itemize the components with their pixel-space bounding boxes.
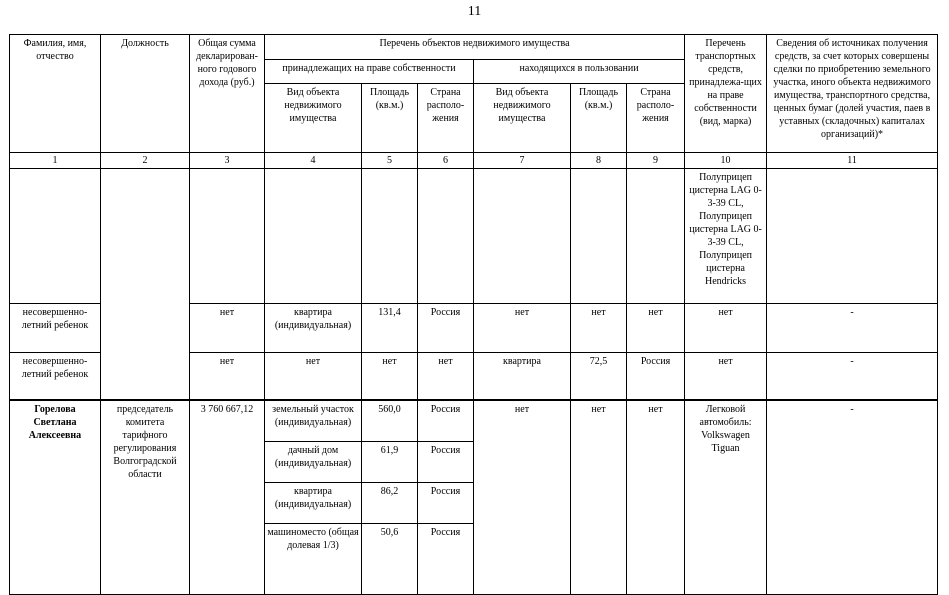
cell-income: нет	[190, 353, 265, 401]
cell-own-type: квартира (индивидуальная)	[265, 483, 362, 524]
cell-position	[101, 169, 190, 401]
col-number: 2	[101, 153, 190, 169]
cell-name: Горелова Светлана Алексеевна	[10, 400, 101, 595]
cell-income: 3 760 667,12	[190, 400, 265, 595]
cell-own-country: нет	[418, 353, 474, 401]
header-name: Фамилия, имя, отчество	[10, 35, 101, 153]
cell-own-area: 50,6	[362, 524, 418, 595]
cell-use-country: нет	[627, 304, 685, 353]
cell-own-type: машиноместо (общая долевая 1/3)	[265, 524, 362, 595]
cell-use-type: нет	[474, 400, 571, 595]
col-number: 4	[265, 153, 362, 169]
header-use-type: Вид объекта недвижимого имущества	[474, 84, 571, 153]
cell-use-country: Россия	[627, 353, 685, 401]
cell-use-type: нет	[474, 304, 571, 353]
cell-vehicles: Легковой автомобиль: Volkswagen Tiguan	[685, 400, 767, 595]
cell-own-area: 86,2	[362, 483, 418, 524]
cell-own-area: 131,4	[362, 304, 418, 353]
cell-vehicles: Полуприцеп цистерна LAG 0-3-39 CL, Полуприцеп цистерна LAG 0-3-39 CL, Полуприцеп цистерна Hendricks	[685, 169, 767, 304]
cell-use-country	[627, 169, 685, 304]
cell-sources: -	[767, 400, 938, 595]
col-number: 11	[767, 153, 938, 169]
header-sources: Сведения об источниках получения средств, за счет которых совершены сделки по приобретению земельного участка, иного объекта недвижимого имущества, транспортного средства, ценных бумаг (долей участия, паев в уставных (складочных) капиталах организаций)*	[767, 35, 938, 153]
cell-sources: -	[767, 304, 938, 353]
col-number: 10	[685, 153, 767, 169]
header-owned: принадлежащих на праве собственности	[265, 60, 474, 84]
cell-own-area: 560,0	[362, 400, 418, 442]
header-position: Должность	[101, 35, 190, 153]
col-number: 1	[10, 153, 101, 169]
cell-sources: -	[767, 353, 938, 401]
cell-use-type	[474, 169, 571, 304]
col-number: 6	[418, 153, 474, 169]
cell-own-country: Россия	[418, 524, 474, 595]
cell-position: председатель комитета тарифного регулирования Волгоградской области	[101, 400, 190, 595]
header-income: Общая сумма декларирован-ного годового дохода (руб.)	[190, 35, 265, 153]
cell-use-area: 72,5	[571, 353, 627, 401]
col-number: 8	[571, 153, 627, 169]
column-numbers-row	[10, 153, 938, 169]
col-number: 9	[627, 153, 685, 169]
col-number: 7	[474, 153, 571, 169]
header-in-use: находящихся в пользовании	[474, 60, 685, 84]
cell-use-area: нет	[571, 304, 627, 353]
cell-name	[10, 169, 101, 304]
col-number: 5	[362, 153, 418, 169]
table-row	[10, 400, 938, 442]
header-vehicles: Перечень транспортных средств, принадлежа-щих на праве собственности (вид, марка)	[685, 35, 767, 153]
header-use-country: Страна располо-жения	[627, 84, 685, 153]
cell-use-country: нет	[627, 400, 685, 595]
header-owned-country: Страна располо-жения	[418, 84, 474, 153]
cell-use-area: нет	[571, 400, 627, 595]
cell-own-type	[265, 169, 362, 304]
table-row	[10, 169, 938, 304]
declaration-table	[9, 34, 938, 595]
cell-own-type: нет	[265, 353, 362, 401]
cell-own-country: Россия	[418, 483, 474, 524]
cell-own-type: квартира (индивидуальная)	[265, 304, 362, 353]
cell-own-country	[418, 169, 474, 304]
cell-use-area	[571, 169, 627, 304]
cell-vehicles: нет	[685, 304, 767, 353]
header-use-area: Площадь (кв.м.)	[571, 84, 627, 153]
cell-own-area	[362, 169, 418, 304]
cell-own-area: нет	[362, 353, 418, 401]
cell-income	[190, 169, 265, 304]
cell-name: несовершенно-летний ребенок	[10, 304, 101, 353]
cell-own-type: дачный дом (индивидуальная)	[265, 442, 362, 483]
page-number: 11	[467, 4, 482, 19]
cell-income: нет	[190, 304, 265, 353]
cell-own-country: Россия	[418, 442, 474, 483]
cell-use-type: квартира	[474, 353, 571, 401]
cell-sources	[767, 169, 938, 304]
cell-vehicles: нет	[685, 353, 767, 401]
cell-own-country: Россия	[418, 400, 474, 442]
cell-name: несовершенно-летний ребенок	[10, 353, 101, 401]
header-property-list: Перечень объектов недвижимого имущества	[265, 35, 685, 60]
col-number: 3	[190, 153, 265, 169]
header-owned-area: Площадь (кв.м.)	[362, 84, 418, 153]
cell-own-area: 61,9	[362, 442, 418, 483]
cell-own-country: Россия	[418, 304, 474, 353]
header-owned-type: Вид объекта недвижимого имущества	[265, 84, 362, 153]
cell-own-type: земельный участок (индивидуальная)	[265, 400, 362, 442]
